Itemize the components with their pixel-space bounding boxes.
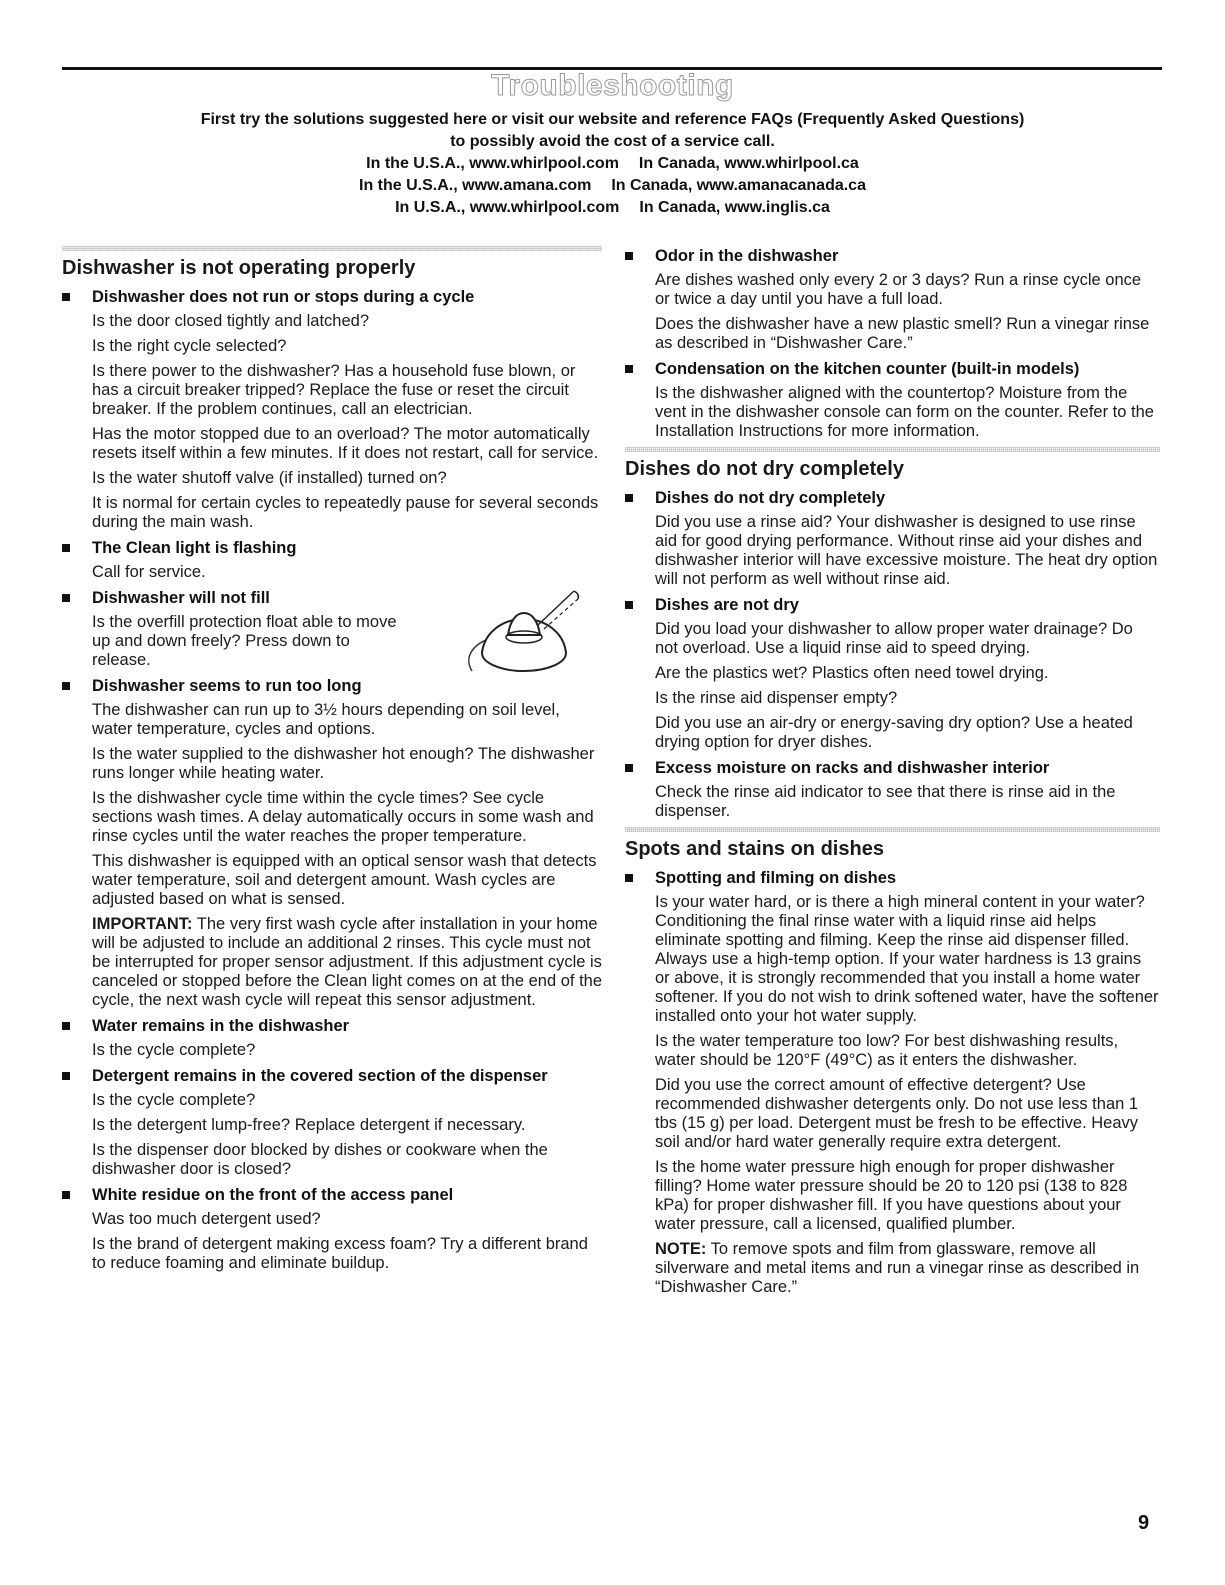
trouble-item	[62, 287, 602, 532]
item-text: Is the cycle complete?	[92, 1091, 256, 1109]
item-title: Dishes are not dry	[655, 596, 799, 614]
square-bullet-icon	[62, 544, 70, 552]
item-text: Call for service.	[92, 563, 206, 581]
item-text: Is the dishwasher cycle time within the cycle times? See cycle sections wash times. A delay automatically occurs in some wash and rinse cycles until the water reaches the proper temperature.	[92, 789, 594, 845]
square-bullet-icon	[625, 494, 633, 502]
square-bullet-icon	[62, 682, 70, 690]
item-text: Is the door closed tightly and latched?	[92, 312, 370, 330]
website-us[interactable]: In U.S.A., www.whirlpool.com	[395, 199, 620, 216]
item-title: Dishwasher will not fill	[92, 589, 270, 607]
website-line-inglis	[0, 197, 1225, 219]
trouble-item	[625, 758, 1160, 821]
section-title: Dishwasher is not operating properly	[62, 257, 416, 279]
item-text: Are dishes washed only every 2 or 3 days? Run a rinse cycle once or twice a day until you have a full load.	[655, 271, 1142, 308]
square-bullet-icon	[62, 293, 70, 301]
item-title: Excess moisture on racks and dishwasher interior	[655, 759, 1050, 777]
item-text: Does the dishwasher have a new plastic smell? Run a vinegar rinse as described in “Dishwasher Care.”	[655, 315, 1150, 352]
trouble-item	[62, 1066, 602, 1179]
item-text: Is the overfill protection float able to move up and down freely? Press down to release.	[92, 613, 397, 669]
item-title: The Clean light is flashing	[92, 539, 297, 557]
item-text: Is the dispenser door blocked by dishes or cookware when the dishwasher door is closed?	[92, 1141, 548, 1178]
section-not-operating	[62, 246, 602, 1273]
intro-line-1: First try the solutions suggested here or visit our website and reference FAQs (Frequently Asked Questions)	[200, 111, 1025, 128]
item-text: Is the water supplied to the dishwasher hot enough? The dishwasher runs longer while heating water.	[92, 745, 595, 782]
item-text: Did you use an air-dry or energy-saving dry option? Use a heated drying option for dryer dishes.	[655, 714, 1133, 751]
item-title: Odor in the dishwasher	[655, 247, 839, 265]
item-text: Is the water shutoff valve (if installed) turned on?	[92, 469, 447, 487]
item-text: Was too much detergent used?	[92, 1210, 321, 1228]
intro-line-2: to possibly avoid the cost of a service call.	[450, 133, 775, 150]
item-text: Has the motor stopped due to an overload? The motor automatically resets itself within a few minutes. If it does not restart, call for service.	[92, 425, 599, 462]
important-text: The very first wash cycle after installation in your home will be adjusted to include an additional 2 rinses. This cycle must not be interrupted for proper sensor adjustment. If this adjustment cycle is canceled or stopped before the Clean light comes on at the end of the cycle, the next wash cycle will repeat this sensor adjustment.	[92, 915, 603, 1009]
item-text: It is normal for certain cycles to repeatedly pause for several seconds during the main wash.	[92, 494, 599, 531]
item-title: Condensation on the kitchen counter (built-in models)	[655, 360, 1080, 378]
item-text: Is the dishwasher aligned with the countertop? Moisture from the vent in the dishwasher console can form on the counter. Refer to the Installation Instructions for more information.	[655, 384, 1154, 440]
item-text: Is the brand of detergent making excess foam? Try a different brand to reduce foaming and eliminate buildup.	[92, 1235, 588, 1272]
section-title: Spots and stains on dishes	[625, 838, 884, 860]
item-text: Is the detergent lump-free? Replace detergent if necessary.	[92, 1116, 526, 1134]
item-text: Is the cycle complete?	[92, 1041, 256, 1059]
item-title: Dishwasher seems to run too long	[92, 677, 362, 695]
item-text: Is the home water pressure high enough for proper dishwasher filling? Home water pressure should be 20 to 120 psi (138 to 828 kPa) for proper dishwasher fill. If you have questions about your water pressure, call a licensed, qualified plumber.	[655, 1158, 1128, 1233]
note-body: To remove spots and film from glassware, remove all silverware and metal items and run a vinegar rinse as described in “Dishwasher Care.”	[655, 1240, 1140, 1296]
section-divider	[62, 246, 602, 251]
trouble-item	[62, 676, 602, 1010]
square-bullet-icon	[625, 365, 633, 373]
item-text: Is there power to the dishwasher? Has a household fuse blown, or has a circuit breaker tripped? Replace the fuse or reset the circuit breaker. If the problem continues, call an electrician.	[92, 362, 576, 418]
section-divider	[625, 447, 1160, 452]
item-title: Detergent remains in the covered section of the dispenser	[92, 1067, 548, 1085]
section-divider	[625, 827, 1160, 832]
trouble-item	[625, 868, 1160, 1297]
square-bullet-icon	[625, 601, 633, 609]
website-canada[interactable]: In Canada, www.amanacanada.ca	[611, 177, 866, 194]
float-text-wrap	[92, 613, 602, 670]
website-us[interactable]: In the U.S.A., www.whirlpool.com	[366, 155, 619, 172]
right-column	[625, 246, 1160, 1303]
note-text	[655, 1240, 1160, 1297]
square-bullet-icon	[62, 594, 70, 602]
item-title: Dishes do not dry completely	[655, 489, 886, 507]
item-text: The dishwasher can run up to 3½ hours depending on soil level, water temperature, cycles and options.	[92, 701, 560, 738]
important-label: IMPORTANT:	[92, 915, 193, 933]
overfill-float-illustration-icon	[452, 585, 582, 675]
website-us[interactable]: In the U.S.A., www.amana.com	[359, 177, 592, 194]
item-title: Dishwasher does not run or stops during a cycle	[92, 288, 475, 306]
trouble-item	[62, 588, 602, 670]
trouble-item	[625, 246, 1160, 353]
item-text: Is the rinse aid dispenser empty?	[655, 689, 898, 707]
trouble-item	[625, 488, 1160, 589]
left-column	[62, 246, 602, 1279]
section-spots-stains	[625, 827, 1160, 1297]
item-text: Are the plastics wet? Plastics often need towel drying.	[655, 664, 1049, 682]
page-number: 9	[1138, 1512, 1150, 1534]
square-bullet-icon	[625, 874, 633, 882]
note-label: NOTE:	[655, 1240, 707, 1258]
website-canada[interactable]: In Canada, www.whirlpool.ca	[638, 155, 859, 172]
item-text: Did you load your dishwasher to allow proper water drainage? Do not overload. Use a liquid rinse aid to speed drying.	[655, 620, 1133, 657]
section-not-dry	[625, 447, 1160, 821]
item-text: Did you use the correct amount of effective detergent? Use recommended dishwasher detergents only. Do not use less than 1 tbs (15 g) per load. Detergent must be fresh to be effective. Heavy soil and/or hard water generally require extra detergent.	[655, 1076, 1139, 1151]
important-note	[92, 915, 602, 1010]
page-title: Troubleshooting	[491, 69, 734, 102]
square-bullet-icon	[625, 764, 633, 772]
trouble-item	[62, 1016, 602, 1060]
intro-block	[0, 109, 1225, 219]
item-text: This dishwasher is equipped with an optical sensor wash that detects water temperature, soil and detergent amount. Wash cycles are adjusted based on what is sensed.	[92, 852, 597, 908]
item-text: Did you use a rinse aid? Your dishwasher is designed to use rinse aid for good drying performance. Without rinse aid your dishes and dishwasher interior will have excessive moisture. The heat dry option will not perform as well without rinse aid.	[655, 513, 1158, 588]
item-title: Spotting and filming on dishes	[655, 869, 897, 887]
item-text: Check the rinse aid indicator to see that there is rinse aid in the dispenser.	[655, 783, 1116, 820]
website-canada[interactable]: In Canada, www.inglis.ca	[639, 199, 830, 216]
item-text: Is the right cycle selected?	[92, 337, 287, 355]
square-bullet-icon	[62, 1072, 70, 1080]
square-bullet-icon	[62, 1022, 70, 1030]
trouble-item	[62, 538, 602, 582]
trouble-item	[62, 1185, 602, 1273]
trouble-item	[625, 595, 1160, 752]
item-text: Is the water temperature too low? For best dishwashing results, water should be 120°F (49°C) as it enters the dishwasher.	[655, 1032, 1119, 1069]
website-line-whirlpool	[0, 153, 1225, 175]
square-bullet-icon	[62, 1191, 70, 1199]
trouble-item	[625, 359, 1160, 441]
item-title: White residue on the front of the access panel	[92, 1186, 454, 1204]
item-text: Is your water hard, or is there a high mineral content in your water? Conditioning the final rinse water with a liquid rinse aid helps eliminate spotting and filming. Keep the rinse aid dispenser filled. Always use a high-temp option. If your water hardness is 13 grains or above, it is strongly recommended that you install a home water softener. If you do not wish to drink softened water, have the softener installed onto your hot water supply.	[655, 893, 1159, 1025]
website-line-amana	[0, 175, 1225, 197]
square-bullet-icon	[625, 252, 633, 260]
item-title: Water remains in the dishwasher	[92, 1017, 350, 1035]
section-title: Dishes do not dry completely	[625, 458, 904, 480]
